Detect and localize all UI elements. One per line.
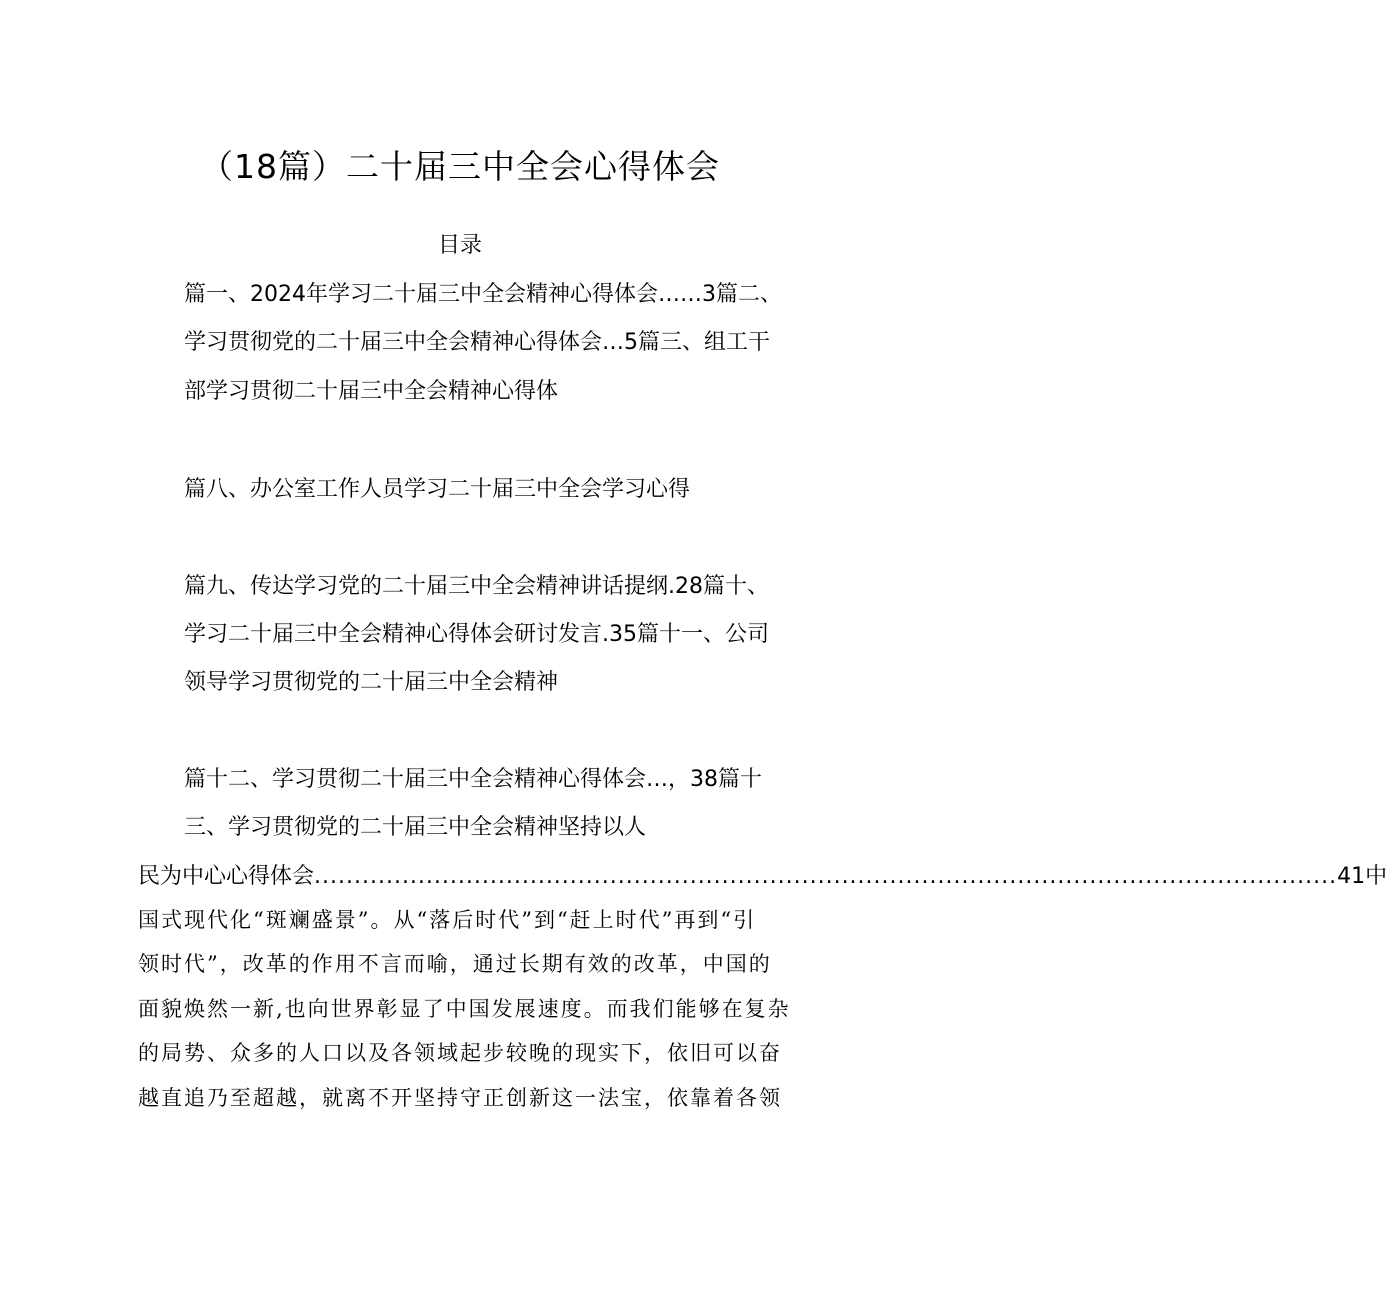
body-line-5: 越直追乃至超越，就离不开坚持守正创新这一法宝，依靠着各领 <box>138 1086 782 1110</box>
document-title: （18篇）二十届三中全会心得体会 <box>200 147 720 186</box>
toc-line-2: 学习贯彻党的二十届三中全会精神心得体会…5篇三、组工干 <box>184 330 770 355</box>
body-line-3: 面貌焕然一新,也向世界彰显了中国发展速度。而我们能够在复杂 <box>138 997 791 1021</box>
toc-line-5: 篇九、传达学习党的二十届三中全会精神讲话提纲.28篇十、 <box>184 574 769 599</box>
toc-leader-dots: ................................................................................................................................ <box>314 864 1338 889</box>
toc-line-8: 篇十二、学习贯彻二十届三中全会精神心得体会…，38篇十 <box>184 767 762 792</box>
body-line-2: 领时代”，改革的作用不言而喻，通过长期有效的改革，中国的 <box>138 952 772 976</box>
toc-line-4: 篇八、办公室工作人员学习二十届三中全会学习心得 <box>184 477 691 502</box>
toc-dotted-entry <box>138 861 1387 893</box>
toc-line-6: 学习二十届三中全会精神心得体会研讨发言.35篇十一、公司 <box>184 622 769 647</box>
toc-dotted-entry-label: 民为中心心得体会 <box>138 864 315 889</box>
body-line-1: 国式现代化“斑斓盛景”。从“落后时代”到“赶上时代”再到“引 <box>138 908 757 932</box>
toc-line-1: 篇一、2024年学习二十届三中全会精神心得体会……3篇二、 <box>184 282 782 307</box>
toc-heading: 目录 <box>437 233 482 258</box>
body-line-4: 的局势、众多的人口以及各领域起步较晚的现实下，依旧可以奋 <box>138 1041 782 1065</box>
toc-line-7: 领导学习贯彻党的二十届三中全会精神 <box>184 670 559 695</box>
toc-line-3: 部学习贯彻二十届三中全会精神心得体 <box>184 379 559 404</box>
toc-dotted-entry-page: 41中 <box>1337 864 1387 889</box>
toc-line-9: 三、学习贯彻党的二十届三中全会精神坚持以人 <box>184 815 647 840</box>
